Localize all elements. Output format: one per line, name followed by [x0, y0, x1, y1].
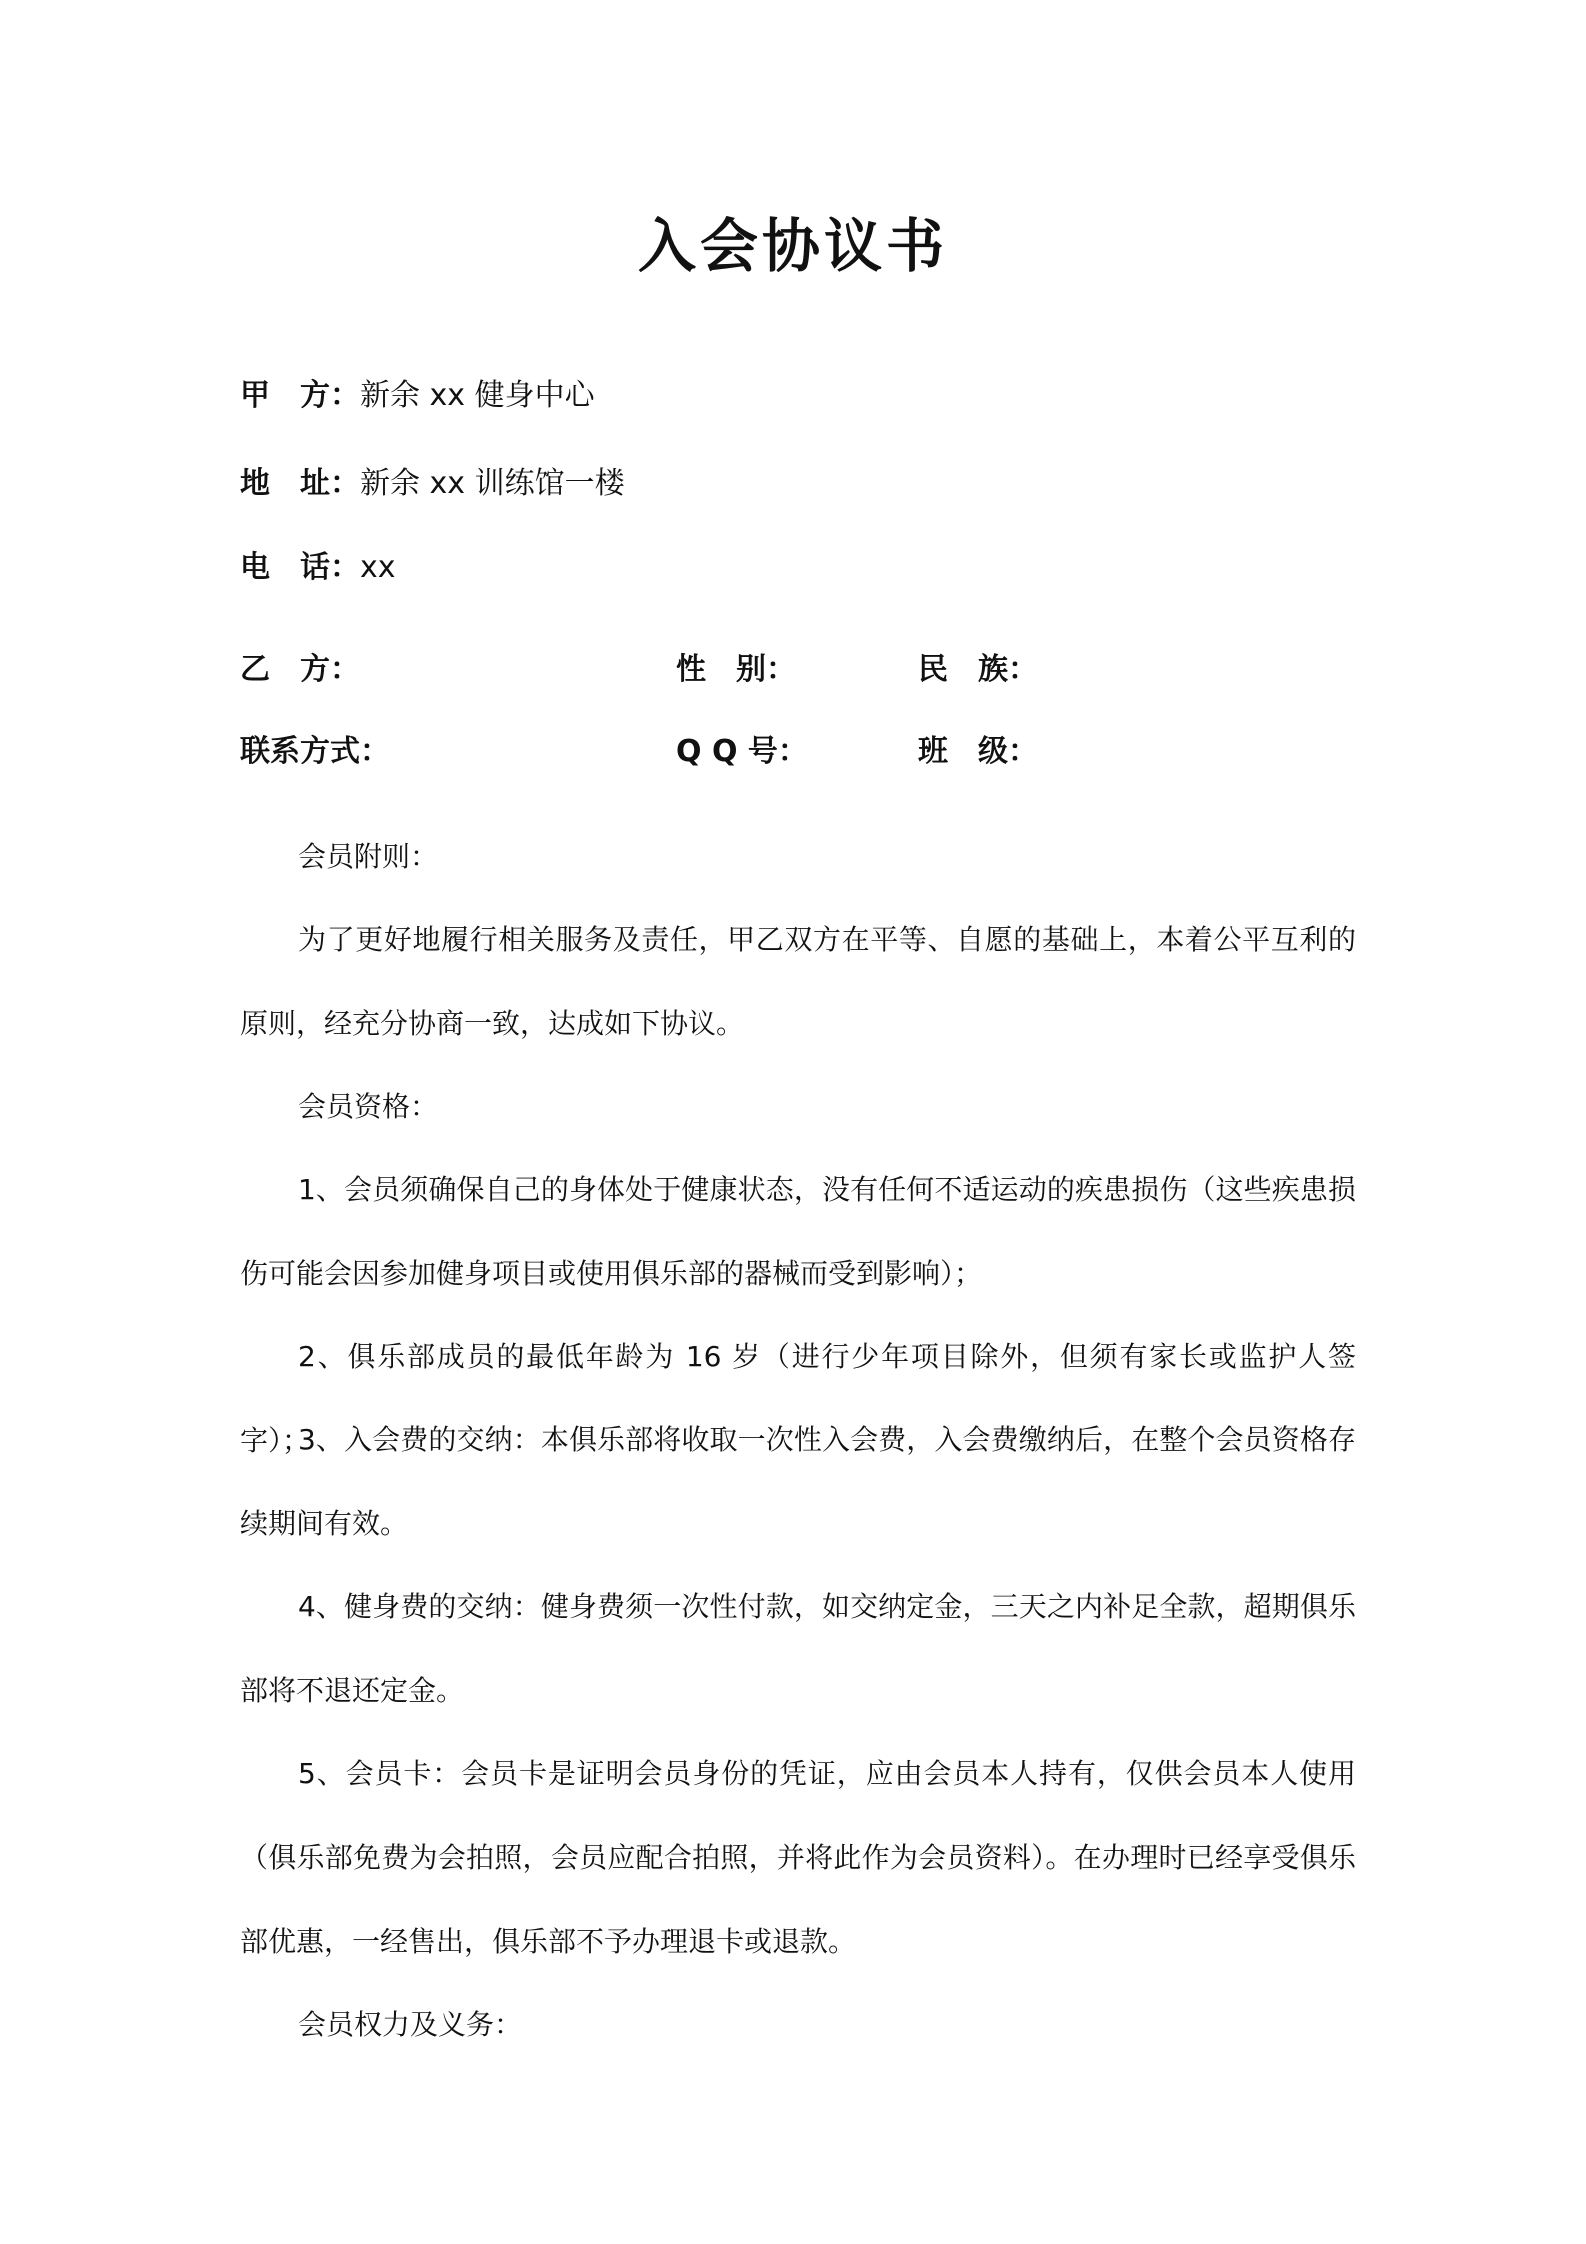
- party-b-qq-label: Q Q 号：: [676, 734, 808, 769]
- clause-1: 1、会员须确保自己的身体处于健康状态，没有任何不适运动的疾患损伤（这些疾患损伤可能会因参加健身项目或使用俱乐部的器械而受到影响）；: [240, 1173, 1356, 1290]
- party-a-address-row: [240, 462, 625, 506]
- rights-heading: 会员权力及义务：: [298, 2008, 523, 2041]
- party-b-contact-field: [240, 730, 390, 774]
- party-b-contact-label: 联系方式：: [240, 734, 390, 769]
- party-a-name-label: 甲 方：: [240, 378, 360, 413]
- party-a-name-row: [240, 374, 595, 418]
- clause-3: 3、入会费的交纳：本俱乐部将收取一次性入会费，入会费缴纳后，在整个会员资格存续期间有效。: [240, 1423, 1356, 1540]
- party-b-gender-field: [676, 648, 796, 692]
- clause-5: 5、会员卡：会员卡是证明会员身份的凭证，应由会员本人持有，仅供会员本人使用（俱乐部免费为会拍照，会员应配合拍照，并将此作为会员资料）。在办理时已经享受俱乐部优惠，一经售出，俱乐部不予办理退卡或退款。: [240, 1757, 1356, 1958]
- party-b-ethnicity-label: 民 族：: [918, 652, 1038, 687]
- party-b-class-label: 班 级：: [918, 734, 1038, 769]
- party-a-phone-row: [240, 546, 396, 590]
- party-b-qq-field: [676, 730, 808, 774]
- party-b-gender-label: 性 别：: [676, 652, 796, 687]
- clause-4: 4、健身费的交纳：健身费须一次性付款，如交纳定金，三天之内补足全款，超期俱乐部将不退还定金。: [240, 1590, 1356, 1707]
- qualification-heading: 会员资格：: [298, 1090, 439, 1123]
- party-a-phone-value: xx: [360, 550, 396, 585]
- appendix-heading: 会员附则：: [298, 840, 439, 873]
- party-a-phone-label: 电 话：: [240, 550, 360, 585]
- party-b-ethnicity-field: [918, 648, 1038, 692]
- clause-2: 2、俱乐部成员的最低年龄为 16 岁（进行少年项目除外，但须有家长或监护人签字）；: [240, 1340, 1356, 1457]
- party-b-name-label: 乙 方：: [240, 652, 360, 687]
- document-title: 入会协议书: [637, 212, 948, 280]
- party-a-name-value: 新余 xx 健身中心: [360, 378, 595, 413]
- party-b-class-field: [918, 730, 1038, 774]
- party-a-address-label: 地 址：: [240, 466, 360, 501]
- party-b-name-field: [240, 648, 360, 692]
- intro-paragraph: 为了更好地履行相关服务及责任，甲乙双方在平等、自愿的基础上，本着公平互利的原则，经充分协商一致，达成如下协议。: [240, 923, 1356, 1040]
- party-a-address-value: 新余 xx 训练馆一楼: [360, 466, 625, 501]
